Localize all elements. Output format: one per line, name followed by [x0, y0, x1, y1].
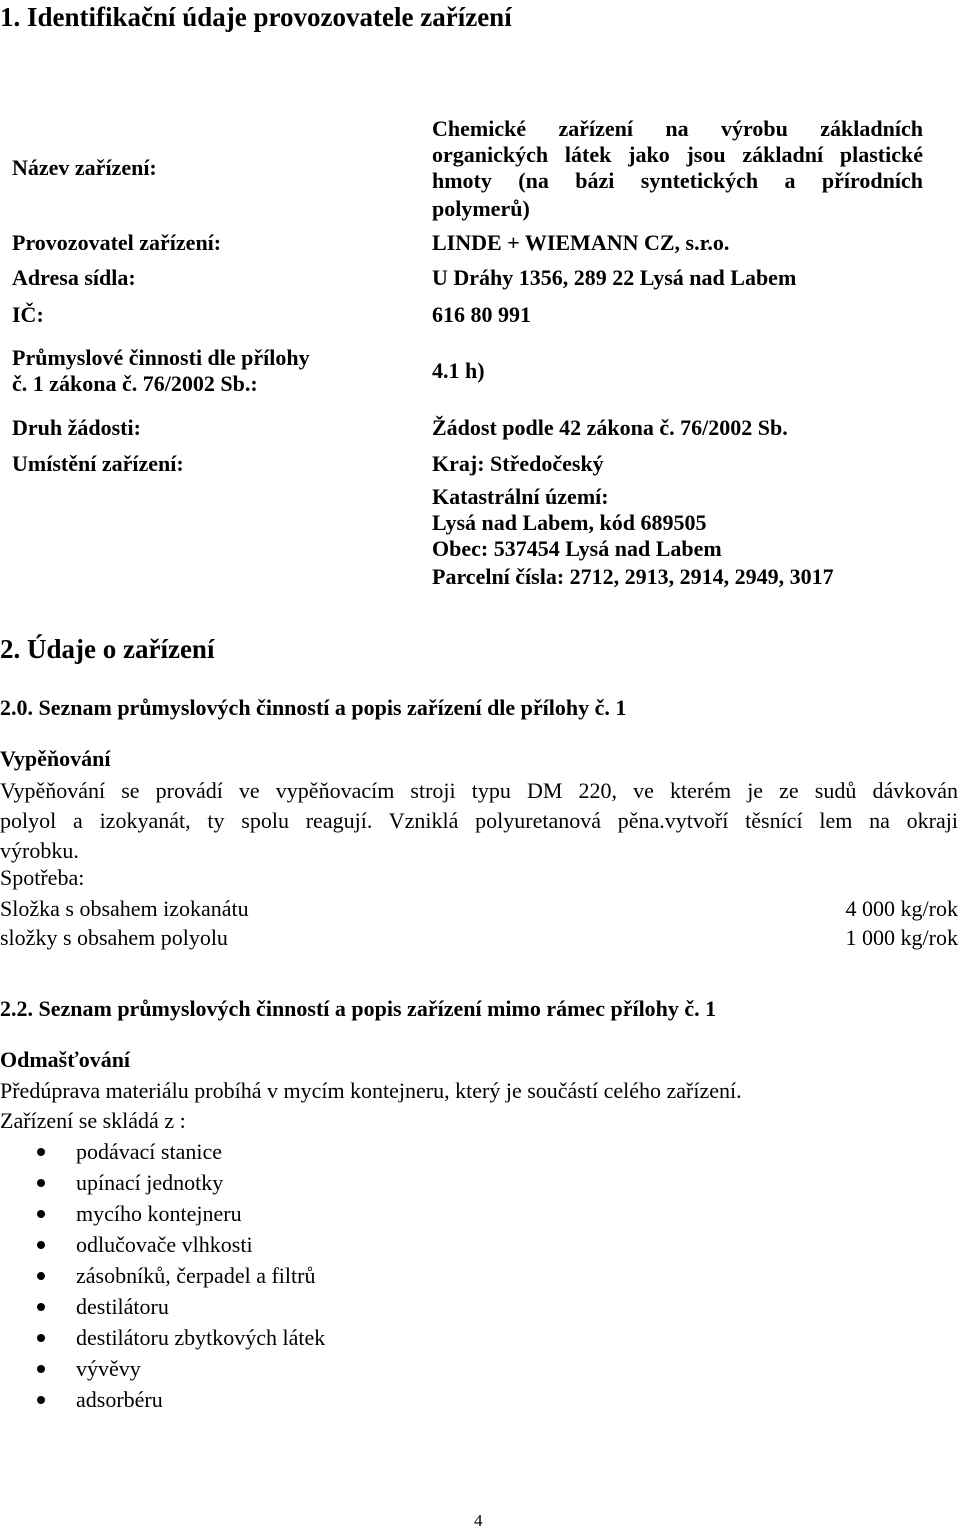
ic-value: 616 80 991: [432, 302, 531, 327]
list-item: adsorbéru: [76, 1387, 163, 1412]
umisteni-kraj: Kraj: Středočeský: [432, 451, 604, 476]
spotreba-item-name: Složka s obsahem izokanátu: [0, 896, 249, 921]
odmastovani-paragraph: Předúprava materiálu probíhá v mycím kontejneru, který je součástí celého zařízení.: [0, 1078, 742, 1103]
list-item: destilátoru: [76, 1294, 169, 1319]
vypenovani-heading: Vypěňování: [0, 746, 111, 771]
spotreba-label: Spotřeba:: [0, 865, 85, 890]
umisteni-label: Umístění zařízení:: [12, 451, 184, 476]
nazev-line-4: polymerů): [432, 196, 530, 221]
nazev-line-3: hmoty (na bázi syntetických a přírodních: [432, 168, 923, 193]
spotreba-item-amount: 4 000 kg/rok: [845, 896, 958, 921]
list-item: upínací jednotky: [76, 1170, 224, 1195]
section-1-title: 1. Identifikační údaje provozovatele zařízení: [0, 2, 512, 32]
bullet-icon: [37, 1179, 45, 1187]
list-item: podávací stanice: [76, 1139, 222, 1164]
provozovatel-value: LINDE + WIEMANN CZ, s.r.o.: [432, 230, 730, 255]
bullet-icon: [37, 1334, 45, 1342]
section-2-title: 2. Údaje o zařízení: [0, 634, 215, 664]
bullet-icon: [37, 1396, 45, 1404]
nazev-line-2: organických látek jako jsou základní plastické: [432, 142, 923, 167]
spotreba-item-amount: 1 000 kg/rok: [845, 925, 958, 950]
bullet-icon: [37, 1148, 45, 1156]
vypenovani-paragraph-line-3: výrobku.: [0, 838, 79, 863]
umisteni-katastr-label: Katastrální území:: [432, 484, 609, 509]
bullet-icon: [37, 1303, 45, 1311]
adresa-value: U Dráhy 1356, 289 22 Lysá nad Labem: [432, 265, 797, 290]
list-item: zásobníků, čerpadel a filtrů: [76, 1263, 316, 1288]
druh-label: Druh žádosti:: [12, 415, 141, 440]
page-number: 4: [474, 1511, 483, 1530]
nazev-label: Název zařízení:: [12, 155, 157, 180]
cinnosti-label-line-1: Průmyslové činnosti dle přílohy: [12, 345, 310, 370]
list-intro: Zařízení se skládá z :: [0, 1108, 186, 1133]
vypenovani-paragraph-line-2: polyol a izokyanát, ty spolu reagují. Vzniklá polyuretanová pěna.vytvoří těsnící lem na okraji: [0, 808, 958, 833]
bullet-icon: [37, 1210, 45, 1218]
druh-value: Žádost podle 42 zákona č. 76/2002 Sb.: [432, 415, 788, 440]
vypenovani-paragraph-line-1: Vypěňování se provádí ve vypěňovacím stroji typu DM 220, ve kterém je ze sudů dávkován: [0, 778, 958, 803]
bullet-icon: [37, 1272, 45, 1280]
list-item: odlučovače vlhkosti: [76, 1232, 253, 1257]
list-item: vývěvy: [76, 1356, 141, 1381]
umisteni-obec: Obec: 537454 Lysá nad Labem: [432, 536, 722, 561]
umisteni-katastr: Lysá nad Labem, kód 689505: [432, 510, 707, 535]
subsection-2-2-title: 2.2. Seznam průmyslových činností a popis zařízení mimo rámec přílohy č. 1: [0, 996, 717, 1021]
bullet-icon: [37, 1365, 45, 1373]
cinnosti-value: 4.1 h): [432, 358, 485, 383]
list-item: mycího kontejneru: [76, 1201, 242, 1226]
adresa-label: Adresa sídla:: [12, 265, 136, 290]
nazev-line-1: Chemické zařízení na výrobu základních: [432, 116, 923, 141]
cinnosti-label-line-2: č. 1 zákona č. 76/2002 Sb.:: [12, 371, 258, 396]
spotreba-item-name: složky s obsahem polyolu: [0, 925, 228, 950]
provozovatel-label: Provozovatel zařízení:: [12, 230, 222, 255]
subsection-2-0-title: 2.0. Seznam průmyslových činností a popis zařízení dle přílohy č. 1: [0, 695, 627, 720]
odmastovani-heading: Odmašťování: [0, 1047, 131, 1072]
bullet-icon: [37, 1241, 45, 1249]
umisteni-parcely: Parcelní čísla: 2712, 2913, 2914, 2949, 3017: [432, 564, 834, 589]
ic-label: IČ:: [12, 302, 44, 327]
list-item: destilátoru zbytkových látek: [76, 1325, 326, 1350]
